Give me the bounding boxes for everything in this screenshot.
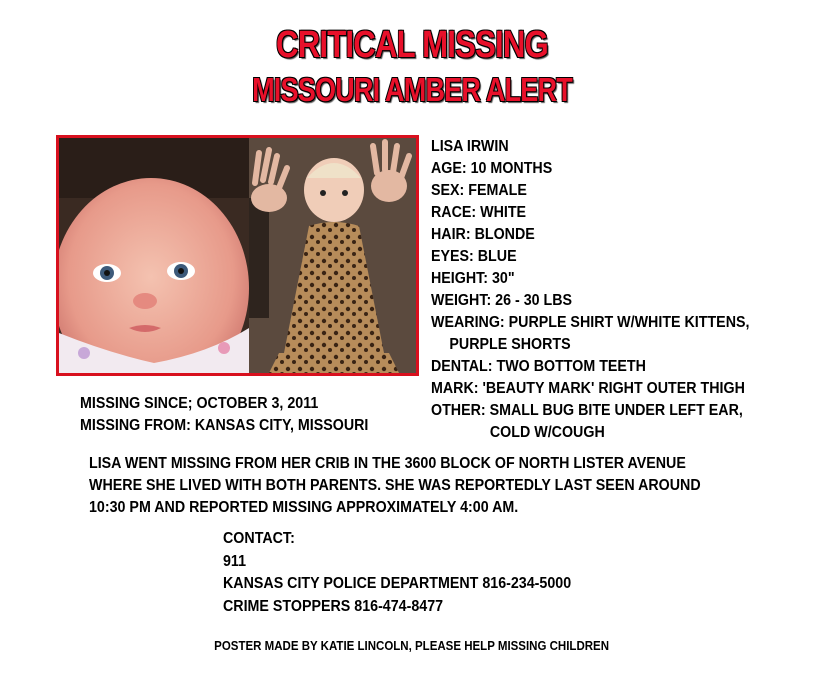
- child-mark: MARK: 'BEAUTY MARK' RIGHT OUTER THIGH: [431, 380, 745, 397]
- child-eyes: EYES: BLUE: [431, 248, 517, 265]
- child-other: OTHER: SMALL BUG BITE UNDER LEFT EAR,: [431, 402, 743, 419]
- contact-label: CONTACT:: [223, 530, 295, 547]
- contact-911: 911: [223, 552, 247, 570]
- poster-title: CRITICAL MISSING: [276, 24, 548, 66]
- child-details: [431, 136, 777, 444]
- story-line: LISA WENT MISSING FROM HER CRIB IN THE 3600 BLOCK OF NORTH LISTER AVENUE: [89, 455, 686, 472]
- child-sex: SEX: FEMALE: [431, 182, 527, 199]
- poster-subtitle: MISSOURI AMBER ALERT: [252, 71, 572, 108]
- story-line: 10:30 PM AND REPORTED MISSING APPROXIMATELY 4:00 AM.: [89, 499, 519, 516]
- contact-crime-stoppers: CRIME STOPPERS 816-474-8477: [223, 597, 444, 615]
- story-line: WHERE SHE LIVED WITH BOTH PARENTS. SHE WAS REPORTEDLY LAST SEEN AROUND: [89, 477, 701, 494]
- child-wearing: WEARING: PURPLE SHIRT W/WHITE KITTENS,: [431, 314, 750, 331]
- missing-from: MISSING FROM: KANSAS CITY, MISSOURI: [80, 417, 369, 434]
- contact-block: [223, 528, 601, 618]
- photo-frame: [56, 135, 419, 376]
- baby-face-photo: [59, 138, 249, 373]
- missing-since: MISSING SINCE; OCTOBER 3, 2011: [80, 395, 319, 412]
- child-other-cont: COLD W/COUGH: [489, 424, 605, 441]
- missing-info: [80, 393, 393, 437]
- child-name: LISA IRWIN: [431, 138, 509, 155]
- child-hair: HAIR: BLONDE: [431, 226, 535, 243]
- child-height: HEIGHT: 30": [431, 270, 515, 287]
- poster-footer: [0, 639, 824, 653]
- child-age: AGE: 10 MONTHS: [431, 160, 553, 177]
- contact-police: KANSAS CITY POLICE DEPARTMENT 816-234-5000: [223, 575, 572, 592]
- baby-standing-photo: [249, 138, 416, 373]
- child-wearing-cont: PURPLE SHORTS: [449, 336, 571, 353]
- child-race: RACE: WHITE: [431, 204, 527, 221]
- story-paragraph: [89, 453, 789, 519]
- child-weight: WEIGHT: 26 - 30 LBS: [431, 292, 573, 309]
- footer-text: POSTER MADE BY KATIE LINCOLN, PLEASE HELP MISSING CHILDREN: [214, 639, 610, 653]
- child-dental: DENTAL: TWO BOTTOM TEETH: [431, 358, 646, 375]
